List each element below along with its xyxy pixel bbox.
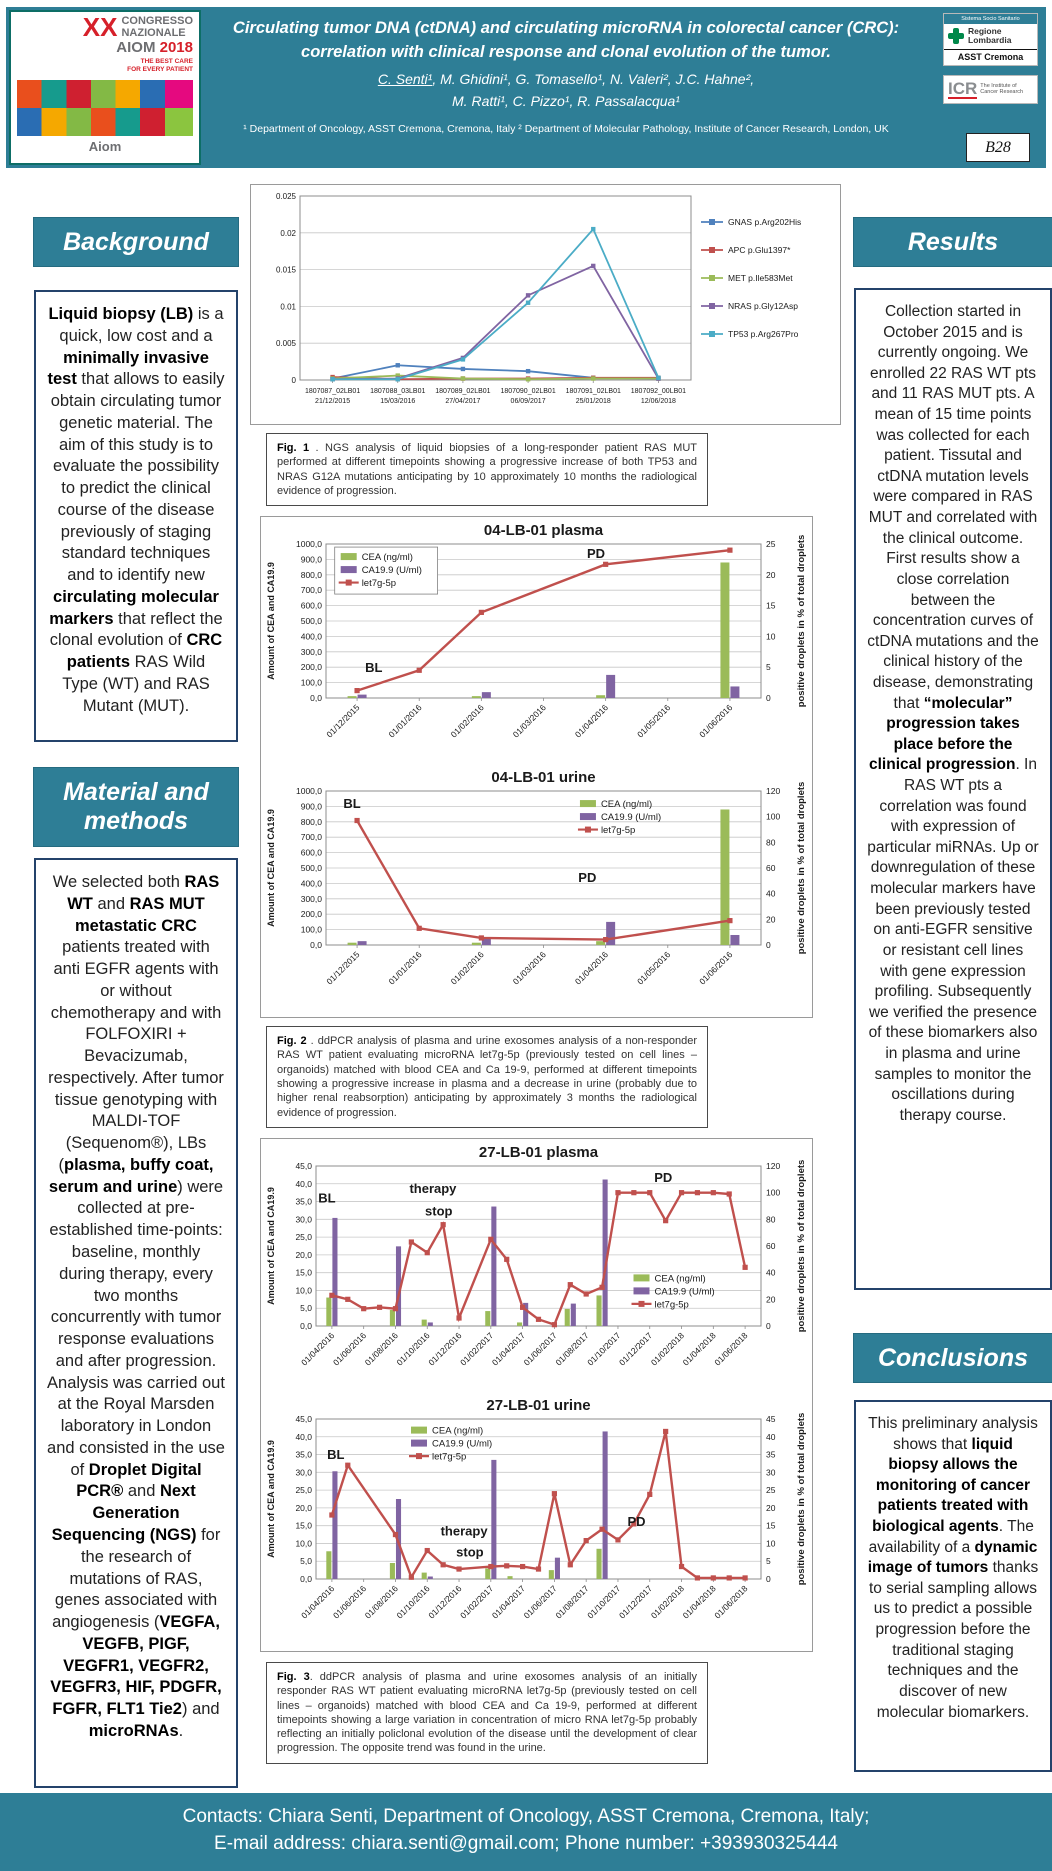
svg-text:0.015: 0.015 (275, 265, 296, 275)
svg-text:21/12/2015: 21/12/2015 (315, 398, 351, 405)
svg-text:therapy: therapy (409, 1180, 457, 1196)
svg-text:CA19.9 (U/ml): CA19.9 (U/ml) (432, 1438, 493, 1450)
svg-text:BL: BL (343, 796, 361, 812)
svg-text:01/02/2018: 01/02/2018 (648, 1583, 686, 1621)
svg-text:01/04/2018: 01/04/2018 (680, 1583, 718, 1621)
svg-text:CA19.9 (U/ml): CA19.9 (U/ml) (600, 812, 662, 824)
svg-text:0,0: 0,0 (310, 693, 322, 704)
svg-text:Amount of CEA and CA19.9: Amount of CEA and CA19.9 (266, 562, 276, 681)
svg-text:01/03/2016: 01/03/2016 (510, 949, 548, 987)
figure3-caption: Fig. 3. ddPCR analysis of plasma and urine exosomes analysis of an initially responder RAS WT patient evaluating microRNA let7g-5p (previously tested on cell lines – organoids) matched with blood CEA and Ca 19-9, performed at different timepoints showing a large variation in concentration of micro RNA let7g-5p probably reflecting an initially policlonal evolution of the disease until the development of clear progression. The opposite trend was found in the urine. (266, 1662, 708, 1764)
svg-text:positive droplets in % of tota: positive droplets in % of total droplets (796, 1159, 807, 1333)
conclusions-section-header (854, 1334, 1052, 1382)
figure1-ngs-chart (254, 188, 837, 421)
svg-text:25/01/2018: 25/01/2018 (575, 398, 611, 405)
svg-text:45,0: 45,0 (295, 1413, 312, 1424)
svg-text:stop: stop (425, 1203, 453, 1219)
poster-number-badge: B28 (966, 133, 1030, 162)
svg-text:CEA (ng/ml): CEA (ng/ml) (361, 552, 413, 564)
svg-text:1807091_02LB01: 1807091_02LB01 (565, 388, 621, 395)
svg-text:01/08/2016: 01/08/2016 (362, 1583, 400, 1621)
svg-text:01/04/2016: 01/04/2016 (572, 949, 611, 987)
svg-text:120: 120 (766, 1160, 781, 1171)
svg-text:100,0: 100,0 (300, 924, 322, 935)
conclusions-text: This preliminary analysis shows that liquid biopsy allows the monitoring of cancer patients treated with biological agents. The availability of a dynamic image of tumors thanks to serial sampling allows us to predict a possible progression before the traditional staging techniques and the discover of new molecular biomarkers. (854, 1400, 1052, 1772)
svg-text:45,0: 45,0 (295, 1160, 312, 1171)
svg-text:01/01/2016: 01/01/2016 (386, 949, 424, 987)
svg-text:900,0: 900,0 (300, 554, 322, 565)
authors-line-2: M. Ratti¹, C. Pizzo¹, R. Passalacqua¹ (452, 92, 680, 109)
left-column (34, 168, 238, 1788)
svg-text:CEA (ng/ml): CEA (ng/ml) (654, 1273, 706, 1285)
svg-text:CA19.9 (U/ml): CA19.9 (U/ml) (361, 565, 422, 577)
svg-text:BL: BL (365, 660, 383, 676)
regione-lombardia-label: Regione Lombardia (968, 26, 1012, 46)
affiliations: ¹ Department of Oncology, ASST Cremona, Cremona, Italy ² Department of Molecular Pathology, Institute of Cancer Research, London, UK (243, 122, 889, 135)
svg-text:40: 40 (766, 1267, 776, 1278)
svg-text:0: 0 (291, 376, 296, 385)
aiom-congress-logo (9, 10, 201, 165)
svg-text:400,0: 400,0 (300, 631, 322, 642)
svg-text:40: 40 (766, 888, 776, 899)
svg-text:20: 20 (766, 569, 776, 580)
results-section-header (854, 218, 1052, 266)
svg-text:1807092_00LB01: 1807092_00LB01 (630, 388, 687, 395)
background-title: Background (63, 227, 209, 256)
svg-text:PD: PD (627, 1513, 646, 1529)
svg-text:positive droplets in % of tota: positive droplets in % of total droplets (796, 534, 807, 708)
lombardia-cross-icon (948, 28, 964, 44)
svg-text:800,0: 800,0 (300, 816, 322, 827)
svg-text:01/01/2016: 01/01/2016 (386, 702, 424, 740)
svg-text:5,0: 5,0 (300, 1303, 312, 1314)
svg-text:let7g-5p: let7g-5p (600, 825, 636, 837)
svg-text:01/10/2016: 01/10/2016 (394, 1330, 432, 1368)
svg-text:20,0: 20,0 (295, 1502, 312, 1513)
svg-text:40,0: 40,0 (295, 1178, 312, 1189)
svg-text:CEA (ng/ml): CEA (ng/ml) (600, 799, 653, 811)
background-text: Liquid biopsy (LB) is a quick, low cost and a minimally invasive test that allows to easily obtain circulating tumor genetic material. The aim of this study is to evaluate the possibility to predict the clinical course of the disease previously of staging standard techniques and to identify new circulating molecular markers that reflect the clonal evolution of CRC patients RAS Wild Type (WT) and RAS Mutant (MUT). (34, 290, 238, 742)
svg-text:27-LB-01 urine: 27-LB-01 urine (486, 1396, 591, 1414)
svg-text:positive droplets in % of tota: positive droplets in % of total droplets (796, 1412, 807, 1586)
figure2-plasma-chart (264, 520, 809, 767)
svg-text:1807089_02LB01: 1807089_02LB01 (435, 388, 491, 395)
svg-text:700,0: 700,0 (300, 585, 322, 596)
svg-text:25: 25 (766, 539, 776, 550)
svg-text:100: 100 (766, 811, 781, 822)
svg-text:15: 15 (766, 1520, 776, 1531)
svg-text:stop: stop (456, 1544, 484, 1560)
svg-text:80: 80 (766, 837, 776, 848)
svg-text:01/04/2016: 01/04/2016 (572, 702, 611, 740)
svg-text:01/12/2017: 01/12/2017 (617, 1330, 655, 1368)
aiom-tagline: THE BEST CARE FOR EVERY PATIENT (127, 58, 193, 74)
svg-text:PD: PD (654, 1169, 673, 1185)
svg-text:MET p.Ile583Met: MET p.Ile583Met (728, 273, 793, 283)
svg-text:01/06/2016: 01/06/2016 (697, 702, 735, 740)
svg-text:01/04/2017: 01/04/2017 (489, 1330, 528, 1368)
svg-text:BL: BL (327, 1446, 345, 1462)
svg-text:15: 15 (766, 600, 776, 611)
svg-text:01/06/2018: 01/06/2018 (712, 1583, 750, 1621)
right-column (854, 168, 1052, 1788)
footer-contacts-line: Contacts: Chiara Senti, Department of Oncology, ASST Cremona, Cremona, Italy; (182, 1806, 870, 1827)
figure3-urine-chart (264, 1395, 809, 1648)
svg-text:20: 20 (766, 1294, 776, 1305)
svg-text:600,0: 600,0 (300, 847, 322, 858)
svg-text:01/02/2018: 01/02/2018 (648, 1330, 686, 1368)
methods-text: We selected both RAS WT and RAS MUT metastatic CRC patients treated with anti EGFR agents with or without chemotherapy and with FOLFOXIRI + Bevacizumab, respectively. After tumor tissue genotyping with MALDI-TOF (Sequenom®), LBs (plasma, buffy coat, serum and urine) were collected at pre-established time-points: baseline, monthly during therapy, every two months concurrently with tumor response evaluations and after progression. Analysis was carried out at the Royal Marsden laboratory in London and consisted in the use of Droplet Digital PCR® and Next Generation Sequencing (NGS) for the research of mutations of RAS, genes associated with angiogenesis (VEGFA, VEGFB, PIGF, VEGFR1, VEGFR2, VEGFR3, HIF, PDGFR, FGFR, FLT1 Tie2) and microRNAs. (34, 858, 238, 1788)
figure2-caption: Fig. 2 . ddPCR analysis of plasma and urine exosomes analysis of a non-responder RAS WT patient evaluating microRNA let7g-5p (previously tested on cell lines – organoids) matched with blood CEA and Ca 19-9, performed at different timepoints showing a progressive increase in plasma and a decrease in urine (probably due to higher renal reabsorption) anticipating by approximately 3 months the radiological evidence of progression. (266, 1026, 708, 1128)
svg-text:01/08/2016: 01/08/2016 (362, 1330, 400, 1368)
methods-title: Material and methods (63, 778, 209, 835)
aiom-logo-text: Aiom (88, 138, 122, 154)
svg-text:12/06/2018: 12/06/2018 (640, 398, 676, 405)
svg-text:04-LB-01 urine: 04-LB-01 urine (491, 769, 596, 787)
svg-text:PD: PD (587, 546, 606, 562)
svg-text:positive droplets in % of tota: positive droplets in % of total droplets (796, 781, 807, 955)
svg-text:let7g-5p: let7g-5p (432, 1451, 467, 1463)
svg-text:01/10/2017: 01/10/2017 (585, 1330, 623, 1368)
svg-text:01/12/2015: 01/12/2015 (324, 702, 362, 740)
svg-text:700,0: 700,0 (300, 832, 322, 843)
svg-text:5,0: 5,0 (300, 1556, 312, 1567)
svg-text:01/02/2017: 01/02/2017 (458, 1583, 496, 1621)
svg-text:01/12/2015: 01/12/2015 (324, 949, 362, 987)
icr-name-label: The Institute of Cancer Research (980, 82, 1024, 96)
figure2-urine-chart (264, 767, 809, 1014)
figure1-chart-box (250, 184, 841, 425)
svg-text:27-LB-01 plasma: 27-LB-01 plasma (478, 1143, 599, 1161)
svg-text:Amount of CEA and CA19.9: Amount of CEA and CA19.9 (266, 1187, 276, 1305)
svg-text:200,0: 200,0 (300, 662, 322, 673)
svg-text:01/05/2016: 01/05/2016 (635, 949, 673, 987)
svg-text:01/04/2017: 01/04/2017 (489, 1583, 528, 1621)
regione-lombardia-logo (943, 13, 1038, 66)
sistema-socio-sanitario-label: Sistema Socio Sanitario (944, 14, 1037, 24)
figure2-chart-box (260, 516, 813, 1018)
svg-text:Amount of CEA and CA19.9: Amount of CEA and CA19.9 (266, 809, 276, 928)
methods-section-header (34, 768, 238, 846)
svg-text:300,0: 300,0 (300, 646, 322, 657)
svg-text:06/09/2017: 06/09/2017 (510, 398, 546, 405)
aiom-xx-label: XX (82, 12, 118, 42)
svg-text:35,0: 35,0 (295, 1196, 312, 1207)
aiom-congress-name: CONGRESSO NAZIONALE (121, 15, 193, 39)
svg-text:40: 40 (766, 1431, 776, 1442)
svg-text:01/04/2016: 01/04/2016 (299, 1330, 337, 1368)
svg-text:01/05/2016: 01/05/2016 (635, 702, 673, 740)
svg-text:0: 0 (766, 1573, 771, 1584)
svg-text:1807090_02LB01: 1807090_02LB01 (500, 388, 556, 395)
svg-text:01/10/2017: 01/10/2017 (585, 1583, 623, 1621)
svg-text:CA19.9 (U/ml): CA19.9 (U/ml) (654, 1286, 715, 1298)
svg-text:0,0: 0,0 (300, 1573, 312, 1584)
svg-text:5: 5 (766, 662, 771, 673)
svg-text:01/02/2017: 01/02/2017 (458, 1330, 496, 1368)
svg-text:100,0: 100,0 (300, 677, 322, 688)
svg-text:01/02/2016: 01/02/2016 (448, 949, 486, 987)
footer-email-line: E-mail address: chiara.senti@gmail.com; Phone number: +393930325444 (214, 1832, 838, 1854)
svg-text:01/06/2017: 01/06/2017 (521, 1583, 559, 1621)
svg-text:01/06/2016: 01/06/2016 (330, 1330, 369, 1368)
svg-text:01/04/2016: 01/04/2016 (299, 1583, 337, 1621)
svg-text:35: 35 (766, 1449, 776, 1460)
svg-text:PD: PD (578, 870, 597, 886)
svg-text:01/06/2016: 01/06/2016 (330, 1583, 369, 1621)
svg-text:600,0: 600,0 (300, 600, 322, 611)
svg-text:10,0: 10,0 (295, 1285, 312, 1296)
svg-text:01/06/2016: 01/06/2016 (697, 949, 735, 987)
svg-text:120: 120 (766, 786, 781, 797)
svg-text:10: 10 (766, 1538, 776, 1549)
svg-text:0.02: 0.02 (280, 228, 296, 238)
svg-text:01/04/2018: 01/04/2018 (680, 1330, 718, 1368)
svg-text:1000,0: 1000,0 (296, 786, 322, 797)
svg-text:CEA (ng/ml): CEA (ng/ml) (432, 1425, 484, 1437)
svg-text:15,0: 15,0 (295, 1520, 312, 1531)
svg-text:100: 100 (766, 1187, 781, 1198)
svg-text:300,0: 300,0 (300, 893, 322, 904)
svg-text:01/12/2016: 01/12/2016 (426, 1330, 464, 1368)
svg-text:0: 0 (766, 1320, 771, 1331)
header-logos (943, 13, 1038, 104)
svg-text:01/12/2016: 01/12/2016 (426, 1583, 464, 1621)
svg-text:500,0: 500,0 (300, 616, 322, 627)
poster-title: Circulating tumor DNA (ctDNA) and circulating microRNA in colorectal cancer (CRC): correlation with clinical response and clonal evolution of the tumor. (232, 19, 900, 61)
svg-text:therapy: therapy (440, 1523, 488, 1539)
svg-text:30,0: 30,0 (295, 1214, 312, 1225)
svg-text:APC p.Glu1397*: APC p.Glu1397* (728, 245, 791, 255)
authors-line-1: C. Senti¹, M. Ghidini¹, G. Tomasello¹, N. Valeri², J.C. Hahne², (377, 70, 755, 87)
svg-text:1807088_03LB01: 1807088_03LB01 (370, 388, 426, 395)
background-section-header (34, 218, 238, 266)
svg-text:let7g-5p: let7g-5p (361, 578, 397, 590)
svg-text:01/06/2018: 01/06/2018 (712, 1330, 750, 1368)
svg-text:0,0: 0,0 (300, 1320, 312, 1331)
figure3-plasma-chart (264, 1142, 809, 1395)
svg-text:900,0: 900,0 (300, 801, 322, 812)
svg-text:0.01: 0.01 (280, 302, 296, 312)
svg-text:800,0: 800,0 (300, 569, 322, 580)
svg-text:BL: BL (318, 1190, 336, 1206)
center-column (246, 168, 846, 1788)
svg-text:0,0: 0,0 (310, 940, 322, 951)
svg-text:60: 60 (766, 863, 776, 874)
svg-text:25: 25 (766, 1485, 776, 1496)
svg-text:15/03/2016: 15/03/2016 (380, 398, 416, 405)
svg-text:5: 5 (766, 1556, 771, 1567)
svg-text:15,0: 15,0 (295, 1267, 312, 1278)
svg-text:TP53 p.Arg267Pro: TP53 p.Arg267Pro (728, 329, 799, 339)
svg-text:01/08/2017: 01/08/2017 (553, 1330, 591, 1368)
figure1-caption: Fig. 1 . NGS analysis of liquid biopsies of a long-responder patient RAS MUT performed at different timepoints showing a progressive increase of both TP53 and NRAS G12A mutations anticipating by 10 approximately 10 months the radiological evidence of progression. (266, 433, 708, 506)
conclusions-title: Conclusions (877, 1343, 1028, 1372)
poster-header (6, 7, 1046, 168)
results-title: Results (907, 227, 999, 256)
aiom-brand-year: AIOM 2018 (116, 39, 193, 57)
svg-text:NRAS p.Gly12Asp: NRAS p.Gly12Asp (728, 301, 798, 311)
svg-text:GNAS p.Arg202His: GNAS p.Arg202His (728, 217, 802, 227)
svg-text:1000,0: 1000,0 (296, 539, 322, 550)
svg-text:0.005: 0.005 (275, 339, 296, 349)
svg-text:25,0: 25,0 (295, 1485, 312, 1496)
header-title-block (211, 17, 921, 135)
svg-text:30,0: 30,0 (295, 1467, 312, 1478)
icr-logo (943, 75, 1038, 104)
svg-text:10: 10 (766, 631, 776, 642)
svg-text:30: 30 (766, 1467, 776, 1478)
poster-footer (0, 1793, 1052, 1871)
svg-text:25,0: 25,0 (295, 1232, 312, 1243)
svg-text:20: 20 (766, 1502, 776, 1513)
svg-text:20,0: 20,0 (295, 1249, 312, 1260)
figure3-chart-box (260, 1138, 813, 1652)
icr-abbr-label: ICR (948, 78, 978, 98)
svg-text:01/02/2016: 01/02/2016 (448, 702, 486, 740)
svg-text:60: 60 (766, 1240, 776, 1251)
svg-text:80: 80 (766, 1214, 776, 1225)
svg-text:01/12/2017: 01/12/2017 (617, 1583, 655, 1621)
svg-text:04-LB-01 plasma: 04-LB-01 plasma (483, 522, 604, 540)
svg-text:20: 20 (766, 914, 776, 925)
svg-text:0.025: 0.025 (275, 192, 296, 201)
asst-cremona-label: ASST Cremona (944, 49, 1037, 65)
svg-text:0: 0 (766, 940, 771, 951)
svg-text:01/06/2017: 01/06/2017 (521, 1330, 559, 1368)
svg-text:45: 45 (766, 1413, 776, 1424)
aiom-congress-title (17, 12, 193, 42)
svg-text:01/03/2016: 01/03/2016 (510, 702, 548, 740)
svg-text:35,0: 35,0 (295, 1449, 312, 1460)
svg-text:10,0: 10,0 (295, 1538, 312, 1549)
svg-text:40,0: 40,0 (295, 1431, 312, 1442)
svg-text:1807087_02LB01: 1807087_02LB01 (304, 388, 361, 395)
svg-text:500,0: 500,0 (300, 863, 322, 874)
svg-text:27/04/2017: 27/04/2017 (445, 398, 481, 405)
svg-text:0: 0 (766, 693, 771, 704)
aiom-mosaic-graphic (17, 80, 193, 136)
results-text: Collection started in October 2015 and is currently ongoing. We enrolled 22 RAS WT pts and 11 RAS MUT pts. A mean of 15 time points was collected for each patient. Tissutal and ctDNA mutation levels were compared in RAS MUT and correlated with the clinical outcome. First results show a close correlation between the concentration curves of ctDNA mutations and the clinical history of the disease, demonstrating that “molecular” progression takes place before the clinical progression. In RAS WT pts a correlation was found with expression of particular miRNAs. Up or downregulation of these molecular markers have been previously tested on anti-EGFR sensitive or resistant cell lines with gene expression profiling. Subsequently we verified the presence of these biomarkers also in plasma and urine samples to monitor the oscillations during therapy course. (854, 288, 1052, 1290)
svg-text:let7g-5p: let7g-5p (654, 1299, 689, 1311)
poster-columns (0, 168, 1052, 1788)
svg-text:200,0: 200,0 (300, 909, 322, 920)
svg-text:01/10/2016: 01/10/2016 (394, 1583, 432, 1621)
svg-text:01/08/2017: 01/08/2017 (553, 1583, 591, 1621)
svg-text:Amount of CEA and CA19.9: Amount of CEA and CA19.9 (266, 1440, 276, 1558)
svg-text:400,0: 400,0 (300, 878, 322, 889)
